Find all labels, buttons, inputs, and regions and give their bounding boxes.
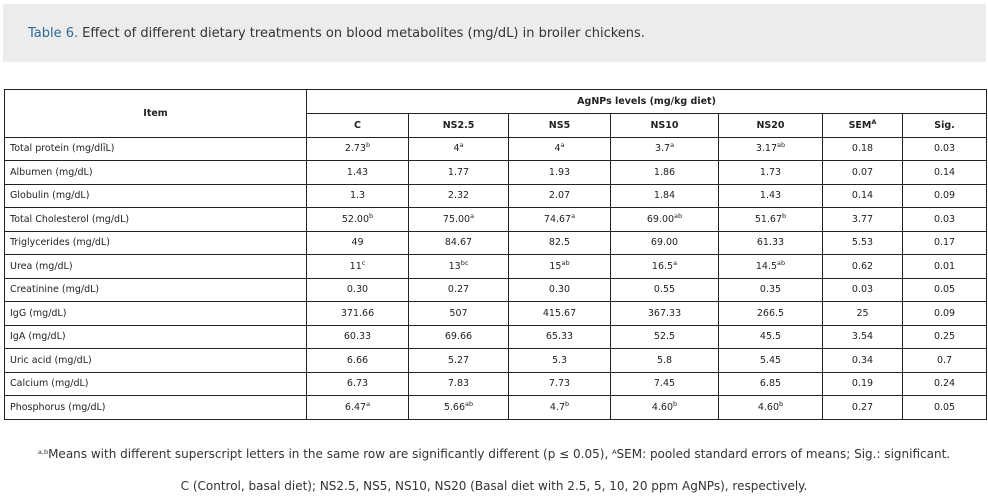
cell-value: 6.47	[344, 401, 367, 413]
cell-value: 7.73	[548, 378, 571, 390]
table-cell	[509, 161, 611, 185]
table-cell	[719, 255, 823, 279]
cell-value: 65.33	[545, 331, 574, 343]
column-header	[823, 114, 903, 138]
cell-value: 3.77	[851, 213, 874, 225]
cell-value: 52.5	[653, 331, 676, 343]
cell-value: 5.8	[656, 354, 673, 366]
table-cell	[823, 372, 903, 396]
cell-superscript: ab	[777, 141, 786, 150]
table-cell	[509, 325, 611, 349]
cell-value: 0.17	[933, 237, 956, 249]
footnote-text-b: SEM: pooled standard errors of means; Sig.: significant.	[616, 447, 951, 461]
table-cell	[903, 137, 987, 161]
cell-value: 0.30	[548, 284, 571, 296]
cell-value: 4	[554, 143, 561, 155]
cell-value: 0.07	[851, 166, 874, 178]
cell-value: 415.67	[542, 307, 577, 319]
table-cell	[903, 161, 987, 185]
table-cell	[509, 231, 611, 255]
cell-value: 1.43	[346, 166, 369, 178]
cell-value: 0.05	[933, 284, 956, 296]
cell-value: 15	[549, 260, 562, 272]
cell-value: 2.07	[548, 190, 571, 202]
footnote-text-a: Means with different superscript letters in the same row are significantly different (p ≤ 0.05),	[48, 447, 613, 461]
cell-value: 0.14	[933, 166, 956, 178]
table-cell	[719, 278, 823, 302]
table-row	[5, 184, 987, 208]
cell-value: 1.43	[759, 190, 782, 202]
cell-value: 2.73	[344, 143, 366, 155]
table-cell	[903, 396, 987, 420]
cell-value: 1.84	[653, 190, 676, 202]
table-row	[5, 349, 987, 373]
cell-value: 75.00	[442, 213, 471, 225]
cell-value: 0.18	[851, 143, 874, 155]
cell-value: 60.33	[343, 331, 372, 343]
cell-value: 69.00	[646, 213, 675, 225]
table-cell	[823, 349, 903, 373]
table-row	[5, 396, 987, 420]
table-row	[5, 137, 987, 161]
cell-superscript: b	[366, 141, 371, 150]
column-header	[719, 114, 823, 138]
table-cell	[409, 208, 509, 232]
table-cell	[611, 184, 719, 208]
cell-superscript: a	[470, 211, 475, 220]
cell-value: 3.54	[851, 331, 874, 343]
table-cell	[611, 372, 719, 396]
table-cell	[903, 231, 987, 255]
cell-superscript: b	[564, 399, 570, 408]
cell-value: 3.7	[654, 143, 671, 155]
row-item-label: IgA (mg/dL)	[5, 325, 307, 349]
cell-superscript: ab	[561, 258, 570, 267]
cell-value: 0.27	[447, 284, 470, 296]
column-header	[903, 114, 987, 138]
table-cell	[823, 231, 903, 255]
table-cell	[307, 325, 409, 349]
cell-value: 5.45	[759, 354, 782, 366]
cell-superscript: b	[673, 399, 678, 408]
table-cell	[509, 184, 611, 208]
cell-value: 2.32	[447, 190, 470, 202]
cell-value: 4.7	[549, 401, 565, 413]
table-cell	[409, 372, 509, 396]
cell-value: 16.5	[651, 260, 674, 272]
cell-value: 45.5	[759, 331, 782, 343]
table-row	[5, 208, 987, 232]
table-cell	[307, 208, 409, 232]
cell-superscript: c	[361, 258, 366, 267]
cell-value: 51.67	[754, 213, 783, 225]
column-header-label: NS5	[548, 119, 571, 131]
cell-value: 0.34	[851, 354, 874, 366]
footnote-sup-a: A	[612, 448, 617, 456]
cell-value: 6.73	[346, 378, 369, 390]
table-cell	[823, 161, 903, 185]
cell-value: 11	[349, 260, 362, 272]
cell-value: 1.73	[759, 166, 782, 178]
cell-value: 0.01	[933, 260, 956, 272]
row-item-label: Globulin (mg/dL)	[5, 184, 307, 208]
footnote-significance	[0, 447, 988, 461]
cell-superscript: ab	[465, 399, 474, 408]
table-cell	[509, 137, 611, 161]
row-item-label: Calcium (mg/dL)	[5, 372, 307, 396]
cell-value: 266.5	[756, 307, 785, 319]
table-cell	[823, 255, 903, 279]
cell-value: 4	[453, 143, 460, 155]
table-cell	[903, 184, 987, 208]
cell-value: 7.45	[653, 378, 676, 390]
cell-value: 6.85	[759, 378, 782, 390]
cell-superscript: a	[670, 141, 675, 150]
table-caption-text: Effect of different dietary treatments on blood metabolites (mg/dL) in broiler chickens.	[82, 25, 645, 41]
row-item-label: Total Cholesterol (mg/dL)	[5, 208, 307, 232]
cell-superscript: a	[459, 141, 464, 150]
cell-superscript: a	[673, 258, 678, 267]
table-row	[5, 325, 987, 349]
table-cell	[903, 278, 987, 302]
row-item-label: Phosphorus (mg/dL)	[5, 396, 307, 420]
table-cell	[719, 372, 823, 396]
table-cell	[719, 184, 823, 208]
table-cell	[409, 302, 509, 326]
column-header	[509, 114, 611, 138]
cell-value: 0.30	[346, 284, 369, 296]
column-header	[409, 114, 509, 138]
row-item-label: Triglycerides (mg/dL)	[5, 231, 307, 255]
cell-value: 52.00	[341, 213, 370, 225]
cell-value: 1.3	[349, 190, 366, 202]
cell-value: 69.66	[444, 331, 473, 343]
cell-value: 0.7	[936, 354, 953, 366]
cell-value: 0.03	[933, 213, 956, 225]
table-cell	[903, 325, 987, 349]
table-cell	[509, 372, 611, 396]
table-cell	[823, 184, 903, 208]
table-cell	[719, 302, 823, 326]
table-cell	[823, 396, 903, 420]
table-cell	[409, 325, 509, 349]
cell-value: 0.35	[759, 284, 782, 296]
table-cell	[823, 325, 903, 349]
table-cell	[509, 302, 611, 326]
cell-value: 0.24	[933, 378, 956, 390]
column-header	[611, 114, 719, 138]
table-cell	[611, 349, 719, 373]
table-cell	[307, 137, 409, 161]
table-cell	[611, 208, 719, 232]
footnote-treatments: C (Control, basal diet); NS2.5, NS5, NS10, NS20 (Basal diet with 2.5, 5, 10, 20 ppm AgNPs), respectively.	[180, 479, 808, 493]
cell-value: 0.62	[851, 260, 874, 272]
cell-value: 49	[351, 237, 364, 249]
column-header-sup: A	[871, 117, 877, 126]
table-cell	[903, 372, 987, 396]
table-caption-label[interactable]: Table 6.	[28, 25, 79, 41]
footnote-sup-ab: a,b	[37, 448, 49, 456]
table-cell	[903, 255, 987, 279]
cell-value: 5.66	[443, 401, 466, 413]
row-item-label: IgG (mg/dL)	[5, 302, 307, 326]
column-header-label: C	[354, 119, 361, 131]
column-header-label: NS20	[756, 119, 785, 131]
cell-value: 0.25	[933, 331, 956, 343]
table-cell	[307, 184, 409, 208]
cell-value: 4.60	[651, 401, 673, 413]
table-cell	[719, 137, 823, 161]
cell-value: 0.19	[851, 378, 874, 390]
cell-value: 0.09	[933, 307, 956, 319]
table-cell	[409, 278, 509, 302]
cell-superscript: bc	[460, 258, 469, 267]
cell-value: 14.5	[755, 260, 778, 272]
row-item-label: Urea (mg/dL)	[5, 255, 307, 279]
cell-value: 5.27	[447, 354, 470, 366]
table-cell	[719, 325, 823, 349]
table-caption	[3, 4, 986, 62]
cell-value: 367.33	[647, 307, 682, 319]
table-cell	[823, 278, 903, 302]
table-cell	[823, 137, 903, 161]
cell-value: 5.53	[851, 237, 874, 249]
table-cell	[307, 255, 409, 279]
cell-value: 13	[448, 260, 461, 272]
cell-superscript: b	[369, 211, 374, 220]
table-cell	[903, 302, 987, 326]
table-container	[4, 89, 986, 420]
cell-value: 1.93	[548, 166, 571, 178]
row-item-label: Total protein (mg/dlīL)	[5, 137, 307, 161]
column-header-label: NS2.5	[442, 119, 475, 131]
table-cell	[409, 137, 509, 161]
metabolites-table	[4, 89, 987, 420]
cell-value: 3.17	[755, 143, 778, 155]
cell-value: 0.09	[933, 190, 956, 202]
table-cell	[611, 137, 719, 161]
cell-superscript: a	[560, 141, 565, 150]
cell-value: 1.77	[447, 166, 470, 178]
cell-value: 0.55	[653, 284, 676, 296]
cell-superscript: b	[782, 211, 787, 220]
cell-superscript: a	[366, 399, 371, 408]
group-header: AgNPs levels (mg/kg diet)	[307, 90, 987, 114]
cell-value: 61.33	[756, 237, 785, 249]
table-cell	[611, 278, 719, 302]
table-cell	[307, 231, 409, 255]
table-cell	[409, 231, 509, 255]
cell-value: 82.5	[548, 237, 571, 249]
cell-value: 84.67	[444, 237, 473, 249]
table-cell	[611, 325, 719, 349]
cell-value: 6.66	[346, 354, 369, 366]
table-row	[5, 255, 987, 279]
cell-value: 507	[449, 307, 468, 319]
table-cell	[611, 231, 719, 255]
table-cell	[719, 161, 823, 185]
table-cell	[509, 349, 611, 373]
table-cell	[307, 349, 409, 373]
cell-value: 0.03	[933, 143, 956, 155]
table-cell	[611, 302, 719, 326]
row-item-label: Uric acid (mg/dL)	[5, 349, 307, 373]
table-cell	[611, 161, 719, 185]
table-cell	[409, 161, 509, 185]
table-cell	[611, 396, 719, 420]
cell-value: 0.03	[851, 284, 874, 296]
cell-value: 7.83	[447, 378, 470, 390]
cell-value: 371.66	[340, 307, 375, 319]
cell-superscript: ab	[674, 211, 683, 220]
row-item-label: Creatinine (mg/dL)	[5, 278, 307, 302]
table-cell	[307, 278, 409, 302]
row-item-label: Albumen (mg/dL)	[5, 161, 307, 185]
cell-superscript: a	[571, 211, 576, 220]
table-body	[5, 137, 987, 419]
table-row	[5, 161, 987, 185]
table-cell	[903, 349, 987, 373]
table-cell	[719, 349, 823, 373]
table-cell	[409, 184, 509, 208]
table-cell	[409, 396, 509, 420]
table-cell	[719, 208, 823, 232]
table-cell	[823, 208, 903, 232]
table-cell	[719, 396, 823, 420]
cell-superscript: b	[779, 399, 784, 408]
cell-superscript: ab	[777, 258, 786, 267]
cell-value: 74.67	[543, 213, 572, 225]
column-header-label: SEM	[848, 119, 872, 131]
cell-value: 4.60	[757, 401, 779, 413]
table-row	[5, 231, 987, 255]
column-header-label: Sig.	[934, 119, 955, 131]
table-row	[5, 278, 987, 302]
table-cell	[509, 255, 611, 279]
cell-value: 1.86	[653, 166, 676, 178]
cell-value: 0.14	[851, 190, 874, 202]
table-cell	[307, 161, 409, 185]
table-cell	[719, 231, 823, 255]
cell-value: 5.3	[551, 354, 568, 366]
cell-value: 25	[856, 307, 869, 319]
table-cell	[823, 302, 903, 326]
table-row	[5, 302, 987, 326]
cell-value: 0.27	[851, 401, 874, 413]
table-cell	[903, 208, 987, 232]
table-cell	[307, 372, 409, 396]
table-cell	[409, 349, 509, 373]
table-cell	[509, 208, 611, 232]
table-cell	[307, 302, 409, 326]
table-row	[5, 372, 987, 396]
table-cell	[611, 255, 719, 279]
table-cell	[307, 396, 409, 420]
item-header: Item	[5, 90, 307, 138]
table-cell	[509, 396, 611, 420]
column-header-label: NS10	[650, 119, 679, 131]
table-cell	[509, 278, 611, 302]
cell-value: 69.00	[650, 237, 679, 249]
table-cell	[409, 255, 509, 279]
column-header	[307, 114, 409, 138]
cell-value: 0.05	[933, 401, 956, 413]
